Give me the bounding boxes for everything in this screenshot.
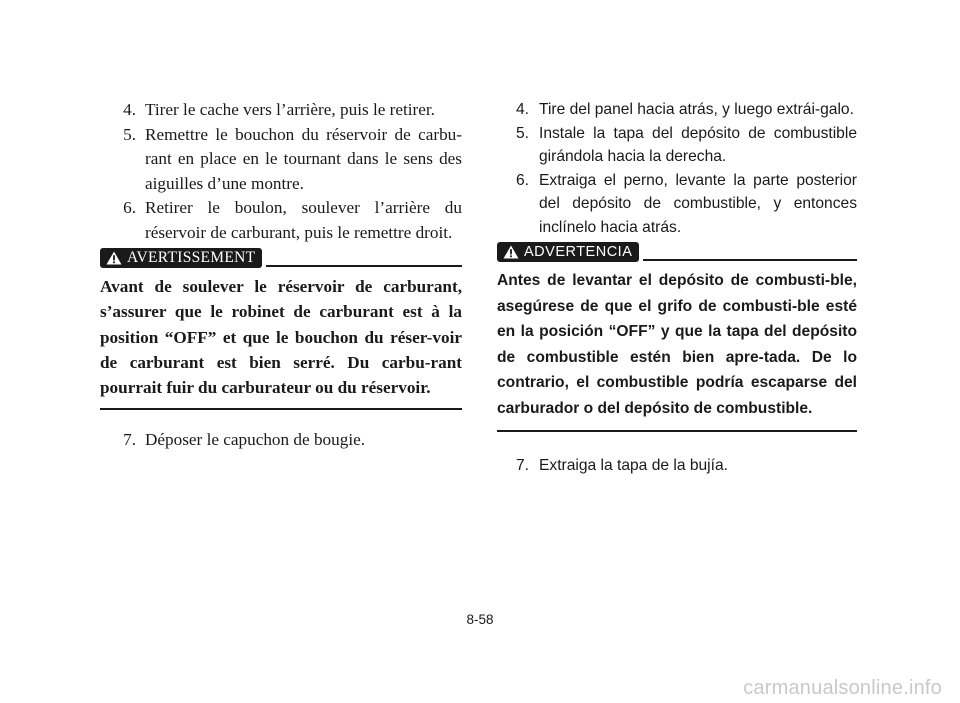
warning-text: Avant de soulever le réservoir de carburant, s’assurer que le robinet de carburant est à la position “OFF” et que le bouchon du réser-voir de carburant est bien serré. Du carbu-rant pourrait fuir du carburateur ou du réservoir. — [100, 277, 462, 398]
warning-text: Antes de levantar el depósito de combusti-ble, asegúrese de que el grifo de combusti-ble esté en la posición “OFF” y que la tapa del depósito de combustible estén bien apre-tada. De lo contrario, el combustible podría escaparse del carburador o del depósito de combustible. — [497, 272, 857, 417]
step-4 — [100, 98, 462, 123]
step-text: Déposer le capuchon de bougie. — [145, 430, 366, 450]
step-number: 4. — [515, 101, 529, 118]
warning-label: ADVERTENCIA — [524, 244, 633, 260]
step-text: Tire del panel hacia atrás, y luego extrái-galo. — [539, 101, 854, 118]
step-6 — [497, 169, 857, 240]
warning-header — [100, 248, 462, 268]
step-text: Extraiga la tapa de la bujía. — [539, 457, 728, 474]
step-5 — [497, 122, 857, 169]
step-6 — [100, 196, 462, 245]
warning-end-rule — [497, 430, 857, 432]
warning-badge — [100, 248, 262, 268]
page-number: 8-58 — [466, 612, 494, 627]
watermark: carmanualsonline.info — [743, 677, 942, 699]
warning-label: AVERTISSEMENT — [127, 249, 256, 266]
step-number: 5. — [515, 124, 529, 142]
step-5 — [100, 123, 462, 197]
step-7 — [100, 428, 462, 453]
step-text: Instale la tapa del depósito de combustible girándola hacia la derecha. — [539, 124, 857, 165]
step-text: Retirer le boulon, soulever l’arrière du réservoir de carburant, puis le remettre droit. — [145, 198, 462, 242]
warning-end-rule — [100, 408, 462, 410]
step-7 — [497, 454, 857, 478]
step-number: 6. — [123, 198, 136, 217]
warning-triangle-icon — [106, 251, 122, 265]
warning-rule — [643, 259, 857, 261]
warning-header — [497, 242, 857, 262]
step-number: 7. — [123, 430, 136, 450]
step-text: Extraiga el perno, levante la parte posterior del depósito de combustible, y entonces inclínelo hacia atrás. — [539, 171, 857, 236]
step-number: 5. — [123, 124, 136, 144]
warning-badge — [497, 242, 639, 262]
warning-triangle-icon — [503, 245, 519, 259]
french-column — [100, 98, 462, 453]
spanish-column — [497, 98, 857, 478]
step-number: 4. — [123, 100, 136, 119]
step-number: 7. — [515, 457, 529, 474]
warning-rule — [266, 265, 462, 267]
step-text: Tirer le cache vers l’arrière, puis le retirer. — [145, 100, 435, 119]
step-4 — [497, 98, 857, 122]
step-text: Remettre le bouchon du réservoir de carbu-rant en place en le tournant dans le sens des aiguilles d’une montre. — [145, 124, 462, 193]
step-number: 6. — [515, 171, 529, 189]
